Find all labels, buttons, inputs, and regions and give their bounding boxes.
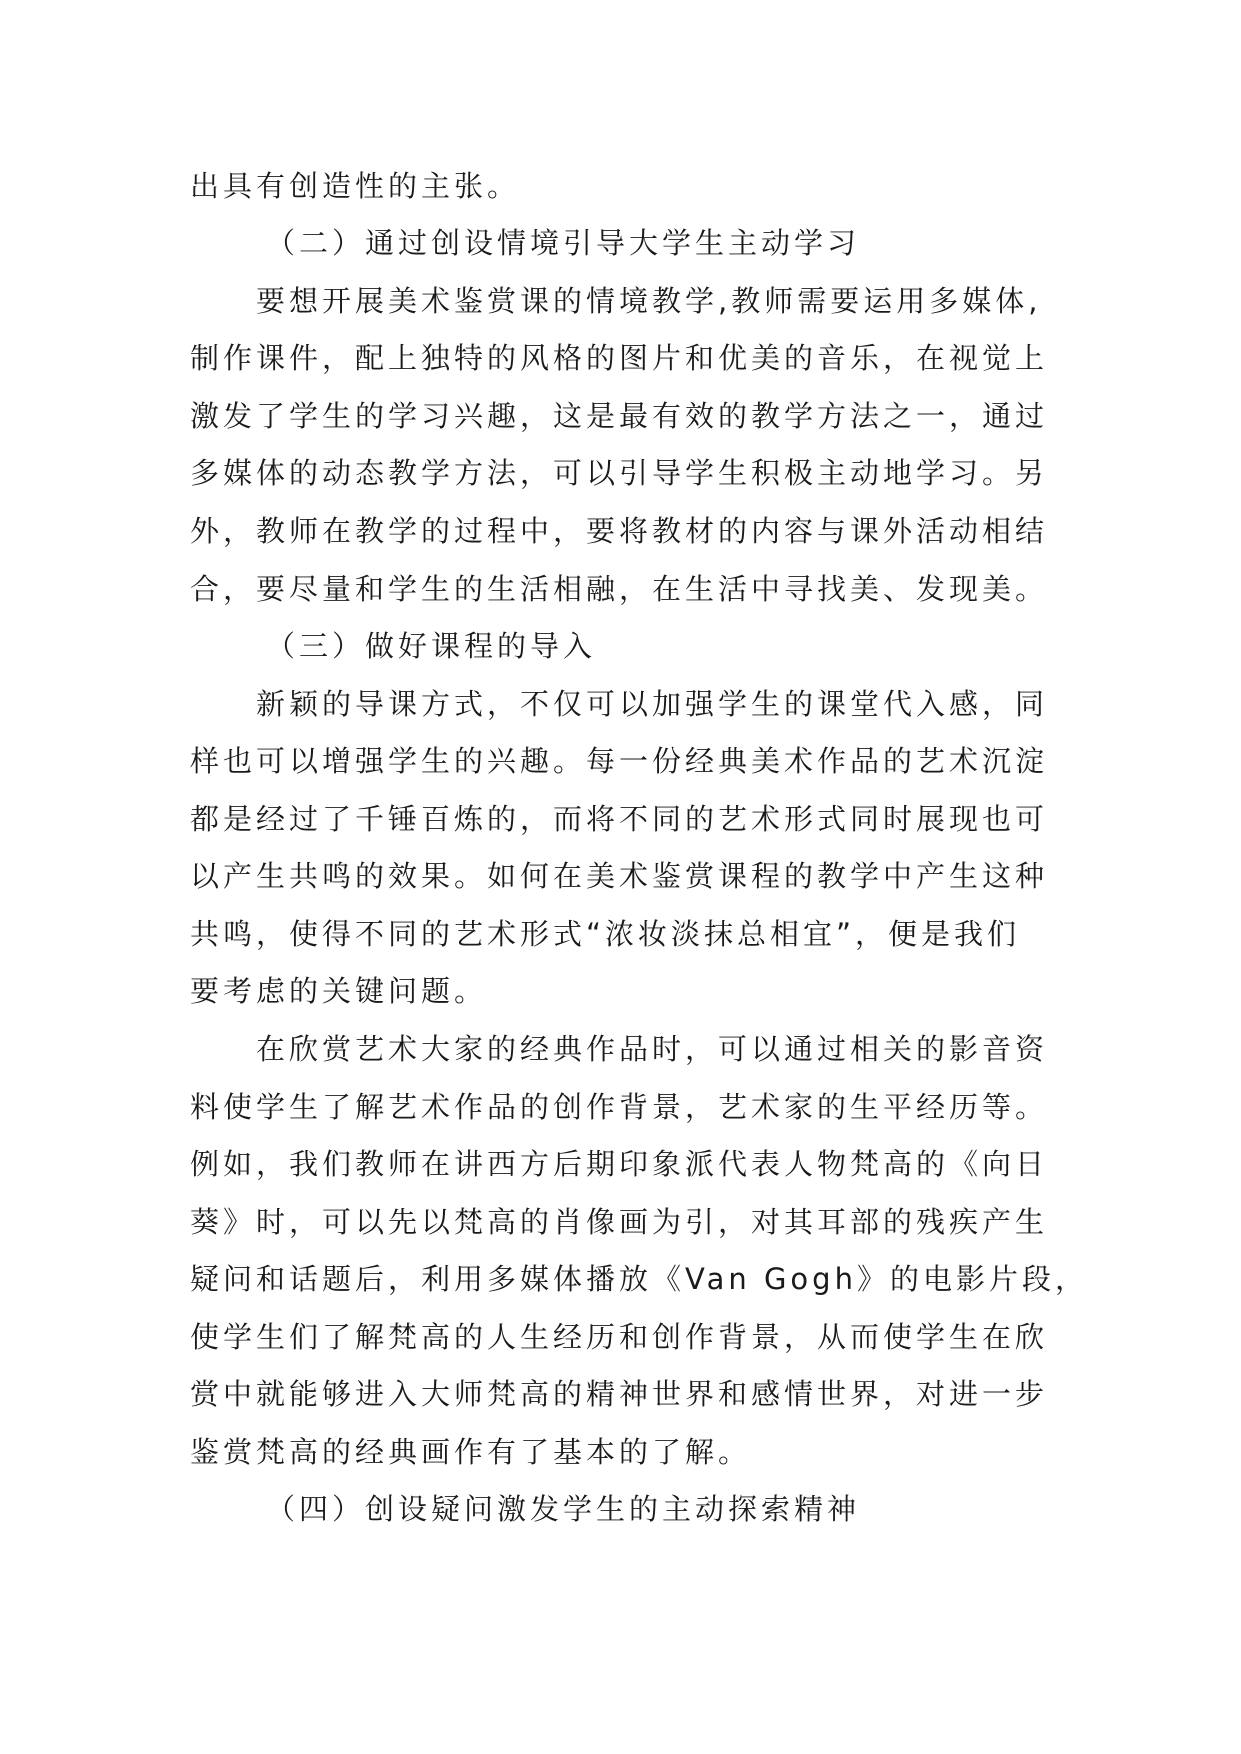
paragraph-line: 制作课件，配上独特的风格的图片和优美的音乐，在视觉上 (190, 341, 1049, 375)
paragraph-line: 要想开展美术鉴赏课的情境教学,教师需要运用多媒体, (256, 284, 1042, 318)
paragraph-line: 葵》时，可以先以梵高的肖像画为引，对其耳部的残疾产生 (190, 1205, 1049, 1239)
paragraph-line: 要考虑的关键问题。 (190, 974, 488, 1008)
paragraph-line: 使学生们了解梵高的人生经历和创作背景，从而使学生在欣 (190, 1320, 1049, 1354)
paragraph-line: 多媒体的动态教学方法，可以引导学生积极主动地学习。另 (190, 456, 1049, 490)
paragraph-line: 在欣赏艺术大家的经典作品时，可以通过相关的影音资 (256, 1032, 1049, 1066)
paragraph-line: 赏中就能够进入大师梵高的精神世界和感情世界，对进一步 (190, 1377, 1049, 1411)
paragraph-line: 料使学生了解艺术作品的创作背景，艺术家的生平经历等。 (190, 1090, 1049, 1124)
section-heading-2: （二）通过创设情境引导大学生主动学习 (266, 226, 861, 260)
paragraph-line: 疑问和话题后，利用多媒体播放《Van Gogh》的电影片段， (190, 1262, 1088, 1296)
paragraph-line: 合，要尽量和学生的生活相融，在生活中寻找美、发现美。 (190, 572, 1049, 606)
section-heading-4: （四）创设疑问激发学生的主动探索精神 (266, 1492, 861, 1526)
paragraph-line: 外，教师在教学的过程中，要将教材的内容与课外活动相结 (190, 514, 1049, 548)
paragraph-line: 样也可以增强学生的兴趣。每一份经典美术作品的艺术沉淀 (190, 744, 1049, 778)
paragraph-line: 都是经过了千锤百炼的，而将不同的艺术形式同时展现也可 (190, 802, 1049, 836)
paragraph-line: 激发了学生的学习兴趣，这是最有效的教学方法之一，通过 (190, 399, 1049, 433)
paragraph-line: 共鸣，使得不同的艺术形式“浓妆淡抹总相宜”，便是我们 (190, 917, 1021, 951)
paragraph-line: 新颖的导课方式，不仅可以加强学生的课堂代入感，同 (256, 687, 1049, 721)
paragraph-line: 例如，我们教师在讲西方后期印象派代表人物梵高的《向日 (190, 1147, 1049, 1181)
paragraph-line: 以产生共鸣的效果。如何在美术鉴赏课程的教学中产生这种 (190, 859, 1049, 893)
paragraph-line: 鉴赏梵高的经典画作有了基本的了解。 (190, 1435, 752, 1469)
paragraph-line: 出具有创造性的主张。 (190, 169, 521, 203)
section-heading-3: （三）做好课程的导入 (266, 629, 597, 663)
